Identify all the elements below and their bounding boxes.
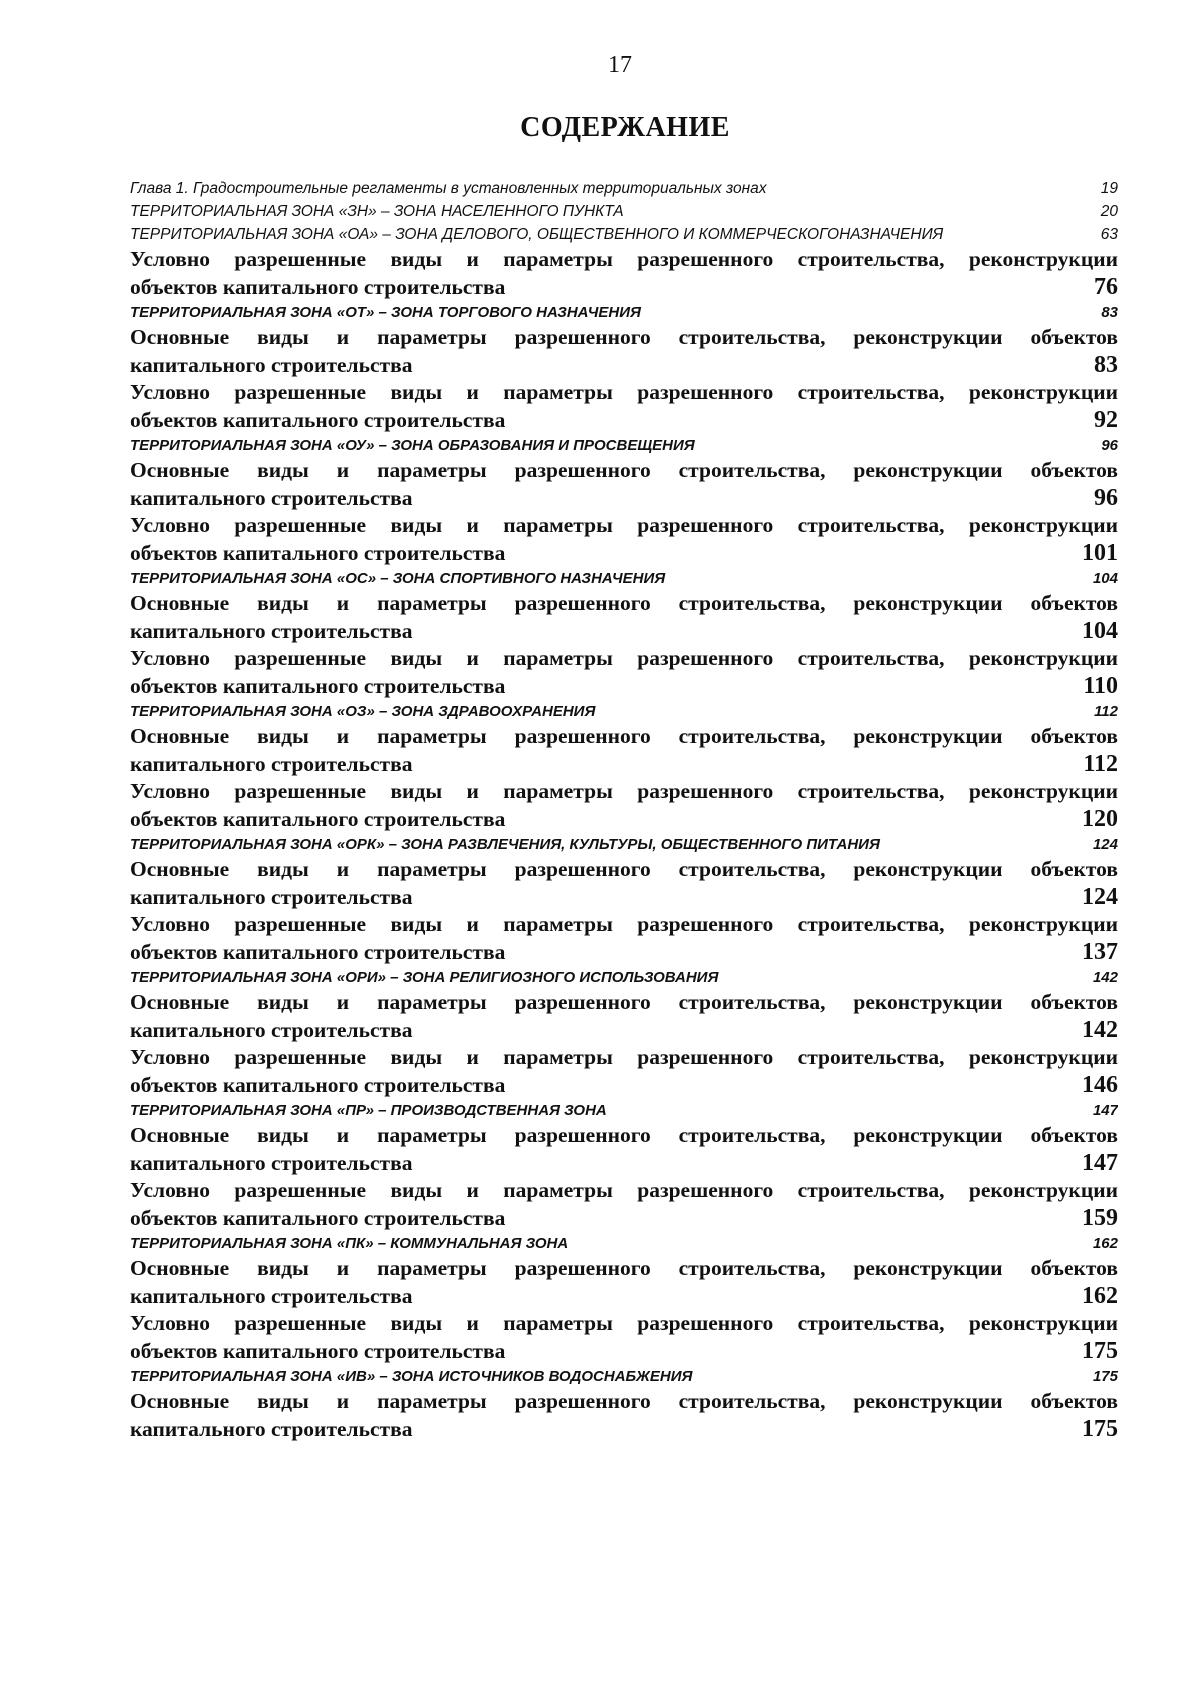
page-title: СОДЕРЖАНИЕ: [520, 112, 730, 143]
toc-entry-title-line2: капитального строительства: [130, 1017, 413, 1042]
toc-entry-title-line2: объектов капитального строительства: [130, 939, 506, 964]
page-number: 17: [608, 52, 632, 78]
toc-entry: [130, 223, 1118, 246]
toc-entry-page: 19: [1100, 180, 1118, 197]
toc-entry-line2-row: [130, 751, 1118, 779]
toc-entry-page: 142: [1092, 969, 1118, 986]
toc-entry-title-line2: капитального строительства: [130, 884, 413, 909]
toc-entry-title-line2: капитального строительства: [130, 1416, 413, 1441]
toc-entry-title-line1: Основные виды и параметры разрешенного строительства, реконструкции объектов: [130, 724, 1118, 748]
toc-entry: [130, 856, 1118, 911]
toc-entry-line2-row: [130, 352, 1118, 380]
toc-entry-title-line2: объектов капитального строительства: [130, 274, 506, 299]
toc-entry-title-line2: объектов капитального строительства: [130, 1338, 506, 1363]
toc-entry: [130, 1255, 1118, 1310]
toc-entry-title: ТЕРРИТОРИАЛЬНАЯ ЗОНА «ОТ» – ЗОНА ТОРГОВОГО НАЗНАЧЕНИЯ: [130, 304, 641, 321]
toc-entry: [130, 457, 1118, 512]
toc-entry-title-line1: Условно разрешенные виды и параметры разрешенного строительства, реконструкции: [130, 912, 1118, 936]
toc-entry-page: 76: [1094, 273, 1118, 300]
toc-entry-page: 175: [1082, 1415, 1118, 1442]
toc-entry-page: 175: [1092, 1368, 1118, 1385]
toc-entry-page: 137: [1082, 938, 1118, 965]
toc-entry-page: 162: [1082, 1282, 1118, 1309]
toc-entry-title: ТЕРРИТОРИАЛЬНАЯ ЗОНА «ПК» – КОММУНАЛЬНАЯ ЗОНА: [130, 1235, 569, 1252]
toc-entry: [130, 911, 1118, 966]
toc-entry-page: 20: [1100, 203, 1118, 220]
toc-entry: [130, 379, 1118, 434]
toc-entry-line2-row: [130, 1283, 1118, 1311]
toc-entry-title-line2: объектов капитального строительства: [130, 1072, 506, 1097]
toc-entry-title: ТЕРРИТОРИАЛЬНАЯ ЗОНА «ОРИ» – ЗОНА РЕЛИГИОЗНОГО ИСПОЛЬЗОВАНИЯ: [130, 969, 719, 986]
toc-entry-title-line1: Основные виды и параметры разрешенного строительства, реконструкции объектов: [130, 1389, 1118, 1413]
toc-entry-page: 124: [1082, 883, 1118, 910]
toc-entry-title-line1: Основные виды и параметры разрешенного строительства, реконструкции объектов: [130, 857, 1118, 881]
toc-entry-title-line1: Условно разрешенные виды и параметры разрешенного строительства, реконструкции: [130, 646, 1118, 670]
toc-entry-page: 83: [1094, 351, 1118, 378]
toc-entry-page: 159: [1082, 1204, 1118, 1231]
toc-entry-page: 120: [1082, 805, 1118, 832]
toc-entry-title-line1: Условно разрешенные виды и параметры разрешенного строительства, реконструкции: [130, 1311, 1118, 1335]
toc-entry: [130, 723, 1118, 778]
toc-entry-title: ТЕРРИТОРИАЛЬНАЯ ЗОНА «ЗН» – ЗОНА НАСЕЛЕННОГО ПУНКТА: [130, 203, 624, 220]
toc-entry-line2-row: [130, 1416, 1118, 1444]
toc-entry-title: ТЕРРИТОРИАЛЬНАЯ ЗОНА «ОА» – ЗОНА ДЕЛОВОГО, ОБЩЕСТВЕННОГО И КОММЕРЧЕСКОГОНАЗНАЧЕНИЯ: [130, 226, 944, 243]
toc-entry-title-line1: Условно разрешенные виды и параметры разрешенного строительства, реконструкции: [130, 247, 1118, 271]
toc-entry: [130, 989, 1118, 1044]
toc-entry-title-line2: капитального строительства: [130, 1283, 413, 1308]
toc-entry-title-line2: капитального строительства: [130, 751, 413, 776]
toc-entry-title-line1: Основные виды и параметры разрешенного строительства, реконструкции объектов: [130, 990, 1118, 1014]
toc-entry-title: ТЕРРИТОРИАЛЬНАЯ ЗОНА «ПР» – ПРОИЗВОДСТВЕННАЯ ЗОНА: [130, 1102, 607, 1119]
toc-entry-title: ТЕРРИТОРИАЛЬНАЯ ЗОНА «ОС» – ЗОНА СПОРТИВНОГО НАЗНАЧЕНИЯ: [130, 570, 666, 587]
toc-entry-page: 112: [1083, 750, 1118, 777]
toc-entry-page: 162: [1092, 1235, 1118, 1252]
toc-entry-title-line2: капитального строительства: [130, 1150, 413, 1175]
toc-entry-page: 147: [1082, 1149, 1118, 1176]
toc-entry: [130, 512, 1118, 567]
toc-entry: [130, 1044, 1118, 1099]
toc-entry: [130, 1388, 1118, 1443]
toc-entry-line2-row: [130, 1072, 1118, 1100]
toc-entry: [130, 590, 1118, 645]
toc-entry-line2-row: [130, 1150, 1118, 1178]
toc-entry-title-line1: Условно разрешенные виды и параметры разрешенного строительства, реконструкции: [130, 513, 1118, 537]
toc-entry-line2-row: [130, 274, 1118, 302]
toc-entry: [130, 567, 1118, 590]
toc-entry-page: 142: [1082, 1016, 1118, 1043]
toc-entry-page: 83: [1101, 304, 1118, 321]
toc-entry: [130, 434, 1118, 457]
toc-entry-title-line1: Основные виды и параметры разрешенного строительства, реконструкции объектов: [130, 591, 1118, 615]
toc-entry-page: 112: [1094, 703, 1118, 720]
toc-entry: [130, 1310, 1118, 1365]
toc-entry-line2-row: [130, 673, 1118, 701]
toc-entry-title-line2: объектов капитального строительства: [130, 407, 506, 432]
toc-entry-page: 110: [1083, 672, 1118, 699]
toc-entry: [130, 177, 1118, 200]
toc-entry-line2-row: [130, 540, 1118, 568]
toc-entry-title-line1: Основные виды и параметры разрешенного строительства, реконструкции объектов: [130, 458, 1118, 482]
toc-entry-title-line2: объектов капитального строительства: [130, 1205, 506, 1230]
toc-entry-line2-row: [130, 1338, 1118, 1366]
toc-entry-title: ТЕРРИТОРИАЛЬНАЯ ЗОНА «ОЗ» – ЗОНА ЗДРАВООХРАНЕНИЯ: [130, 703, 596, 720]
toc-entry: [130, 1232, 1118, 1255]
table-of-contents: [130, 177, 1118, 1443]
toc-entry-title-line1: Основные виды и параметры разрешенного строительства, реконструкции объектов: [130, 1123, 1118, 1147]
toc-entry-page: 96: [1101, 437, 1118, 454]
toc-entry-line2-row: [130, 485, 1118, 513]
toc-entry: [130, 246, 1118, 301]
toc-entry: [130, 966, 1118, 989]
toc-entry-page: 175: [1082, 1337, 1118, 1364]
toc-entry-title: Глава 1. Градостроительные регламенты в установленных территориальных зонах: [130, 180, 767, 197]
toc-entry: [130, 1122, 1118, 1177]
toc-entry-page: 124: [1092, 836, 1118, 853]
toc-entry-title: ТЕРРИТОРИАЛЬНАЯ ЗОНА «ИВ» – ЗОНА ИСТОЧНИКОВ ВОДОСНАБЖЕНИЯ: [130, 1368, 693, 1385]
toc-entry-title: ТЕРРИТОРИАЛЬНАЯ ЗОНА «ОУ» – ЗОНА ОБРАЗОВАНИЯ И ПРОСВЕЩЕНИЯ: [130, 437, 695, 454]
toc-entry-page: 96: [1094, 484, 1118, 511]
toc-entry: [130, 1365, 1118, 1388]
toc-entry-title-line1: Основные виды и параметры разрешенного строительства, реконструкции объектов: [130, 325, 1118, 349]
toc-entry-title-line1: Условно разрешенные виды и параметры разрешенного строительства, реконструкции: [130, 1178, 1118, 1202]
toc-entry: [130, 833, 1118, 856]
toc-entry-line2-row: [130, 939, 1118, 967]
toc-entry: [130, 645, 1118, 700]
toc-entry: [130, 1177, 1118, 1232]
toc-entry-page: 92: [1094, 406, 1118, 433]
toc-entry-line2-row: [130, 884, 1118, 912]
toc-entry-page: 101: [1082, 539, 1118, 566]
toc-entry-line2-row: [130, 1017, 1118, 1045]
toc-entry: [130, 200, 1118, 223]
toc-entry-title-line1: Условно разрешенные виды и параметры разрешенного строительства, реконструкции: [130, 1045, 1118, 1069]
toc-entry-line2-row: [130, 1205, 1118, 1233]
toc-entry-page: 147: [1092, 1102, 1118, 1119]
toc-entry: [130, 700, 1118, 723]
toc-entry-title-line1: Условно разрешенные виды и параметры разрешенного строительства, реконструкции: [130, 380, 1118, 404]
toc-entry-title-line2: объектов капитального строительства: [130, 673, 506, 698]
toc-entry-line2-row: [130, 806, 1118, 834]
toc-entry-page: 63: [1100, 226, 1118, 243]
toc-entry-line2-row: [130, 618, 1118, 646]
toc-entry-line2-row: [130, 407, 1118, 435]
toc-entry-title: ТЕРРИТОРИАЛЬНАЯ ЗОНА «ОРК» – ЗОНА РАЗВЛЕЧЕНИЯ, КУЛЬТУРЫ, ОБЩЕСТВЕННОГО ПИТАНИЯ: [130, 836, 880, 853]
toc-entry: [130, 1099, 1118, 1122]
toc-entry: [130, 301, 1118, 324]
toc-entry: [130, 778, 1118, 833]
toc-entry-page: 104: [1092, 570, 1118, 587]
toc-entry-title-line2: объектов капитального строительства: [130, 540, 506, 565]
toc-entry-title-line2: капитального строительства: [130, 352, 413, 377]
toc-entry-title-line2: объектов капитального строительства: [130, 806, 506, 831]
toc-entry-title-line1: Основные виды и параметры разрешенного строительства, реконструкции объектов: [130, 1256, 1118, 1280]
toc-entry-title-line2: капитального строительства: [130, 618, 413, 643]
toc-entry: [130, 324, 1118, 379]
toc-entry-title-line1: Условно разрешенные виды и параметры разрешенного строительства, реконструкции: [130, 779, 1118, 803]
toc-entry-page: 104: [1082, 617, 1118, 644]
toc-entry-page: 146: [1082, 1071, 1118, 1098]
toc-entry-title-line2: капитального строительства: [130, 485, 413, 510]
